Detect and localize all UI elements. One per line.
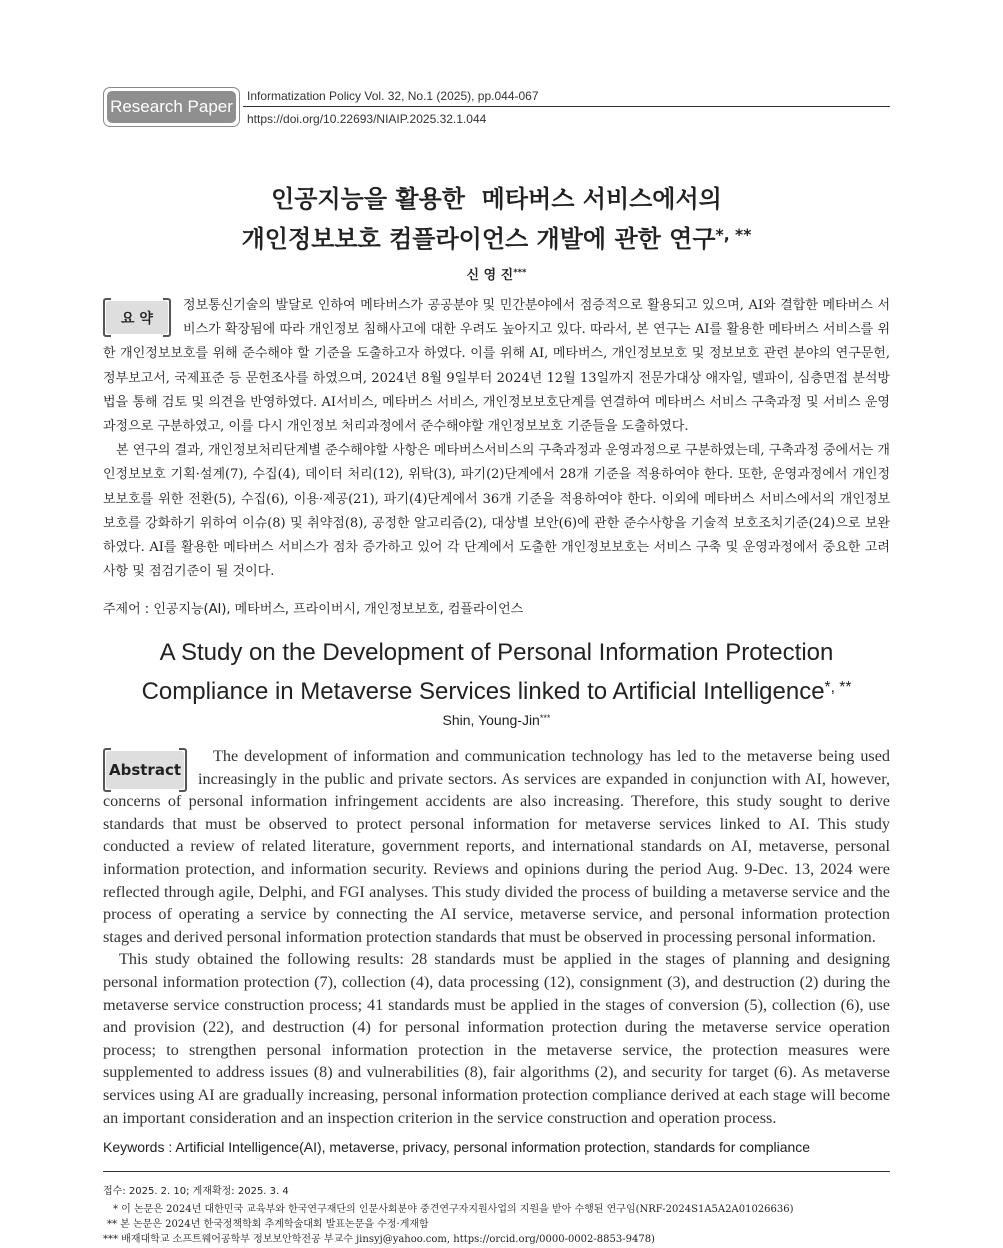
korean-abstract <box>103 294 890 584</box>
received-dates: 접수: 2025. 2. 10; 게재확정: 2025. 3. 4 <box>103 1186 289 1197</box>
footnote-conference: ** 본 논문은 2024년 한국정책학회 추계학술대회 발표논문을 수정·게재함 <box>107 1219 429 1230</box>
english-abstract-label: Abstract <box>106 751 184 789</box>
korean-author <box>103 264 890 283</box>
journal-citation: Informatization Policy Vol. 32, No.1 (2025), pp.044-067 <box>247 89 539 103</box>
korean-title <box>103 181 890 257</box>
english-title-footnote-marks: *, ** <box>824 679 852 696</box>
research-paper-badge <box>103 87 240 127</box>
footnote-author-affiliation: *** 배재대학교 소프트웨어공학부 정보보안학전공 부교수 jinsyj@yahoo.com, https://orcid.org/0000-0002-8853-9478) <box>103 1234 655 1245</box>
english-abstract <box>103 745 890 1129</box>
korean-keywords: 주제어 : 인공지능(AI), 메타버스, 프라이버시, 개인정보보호, 컴플라이언스 <box>103 602 524 617</box>
english-title <box>103 635 890 709</box>
english-author-footnote-marks: *** <box>539 712 551 723</box>
english-keywords: Keywords : Artificial Intelligence(AI), metaverse, privacy, personal information protection, standards for compliance <box>103 1139 811 1155</box>
korean-title-footnote-marks: *, ** <box>715 226 752 244</box>
korean-abstract-label: 요 약 <box>106 301 168 334</box>
english-title-line1: A Study on the Development of Personal Information Protection <box>159 639 834 666</box>
korean-author-name: 신 영 진 <box>466 268 514 283</box>
english-author-name: Shin, Young-Jin <box>442 712 540 728</box>
research-paper-label: Research Paper <box>107 91 236 123</box>
doi-link[interactable]: https://doi.org/10.22693/NIAIP.2025.32.1.044 <box>247 112 487 126</box>
korean-abstract-paragraph-1: 정보통신기술의 발달로 인하여 메타버스가 공공분야 및 민간분야에서 점증적으로 활용되고 있으며, AI와 결합한 메타버스 서비스가 확장됨에 따라 개인정보 침해사고에 대한 우려도 높아지고 있다. 따라서, 본 연구는 AI를 활용한 메타버스 서비스를 위한 개인정보보호를 위해 준수해야 할 기준을 도출하고자 하였다. 이를 위해 AI, 메타버스, 개인정보보호 및 정보보호 관련 분야의 연구문헌, 정부보고서, 국제표준 등 문헌조사를 하였으며, 2024년 8월 9일부터 2024년 12월 13일까지 전문가대상 애자일, 델파이, 심층면접 분석방법을 통해 검토 및 의견을 반영하였다. AI서비스, 메타버스 서비스, 개인정보보호단계를 연결하여 메타버스 서비스 구축과정 및 서비스 운영과정으로 구분하였고, 이를 다시 개인정보 처리과정에서 준수해야할 개인정보보호 기준들을 도출하였다. <box>103 298 890 435</box>
english-abstract-paragraph-2: This study obtained the following results: 28 standards must be applied in the stages of planning and designing personal information protection (7), collection (4), data processing (12), consignment (3), and destruction (2) during the metaverse service construction process; 41 standards must be applied in the stages of conversion (5), collection (6), use and provision (22), and destruction (4) for personal information protection during the metaverse service operation process; to strengthen personal information protection in the metaverse service, the protection measures were supplemented to address issues (8) and vulnerabilities (8), fair algorithms (2), and security for target (6). As metaverse services using AI are gradually increasing, personal information protection compliance derived at each stage will become an important consideration and an inspection criterion in the service construction and operation process. <box>103 950 890 1127</box>
header-divider <box>243 106 890 107</box>
korean-title-line2: 개인정보보호 컴플라이언스 개발에 관한 연구 <box>241 225 716 254</box>
english-title-line2: Compliance in Metaverse Services linked to Artificial Intelligence <box>141 678 825 706</box>
english-abstract-paragraph-1: The development of information and communication technology has led to the metaverse being used increasingly in the public and private sectors. As services are expanded in conjunction with AI, however, concerns of personal information infringement accidents are also increasing. Therefore, this study sought to derive standards that must be observed to protect personal information for metaverse services linked to AI. This study conducted a review of related literature, government reports, and international standards on AI, metaverse, personal information protection, and information security. Reviews and opinions during the period Aug. 9-Dec. 13, 2024 were reflected through agile, Delphi, and FGI analyses. This study divided the process of building a metaverse service and the process of operating a service by connecting the AI service, metaverse service, and personal information protection stages and derived personal information protection standards that must be observed in processing personal information. <box>103 747 890 946</box>
footnote-funding: * 이 논문은 2024년 대한민국 교육부와 한국연구재단의 인문사회분야 중견연구자지원사업의 지원을 받아 수행된 연구임(NRF-2024S1A5A2A01026636) <box>113 1204 794 1215</box>
korean-author-footnote-marks: *** <box>513 267 527 278</box>
footer-divider <box>103 1171 890 1172</box>
english-author <box>103 712 890 728</box>
korean-title-line1: 인공지능을 활용한 메타버스 서비스에서의 <box>271 185 722 213</box>
korean-abstract-paragraph-2: 본 연구의 결과, 개인정보처리단계별 준수해야할 사항은 메타버스서비스의 구축과정과 운영과정으로 구분하였는데, 구축과정 중에서는 개인정보보호 기획·설계(7), 수집(4), 데이터 처리(12), 위탁(3), 파기(2)단계에서 28개 기준을 적용하여야 한다. 또한, 운영과정에서 개인정보보호를 위한 전환(5), 수집(6), 이용·제공(21), 파기(4)단계에서 36개 기준을 적용하여야 한다. 이외에 메타버스 서비스에서의 개인정보보호를 강화하기 위하여 이슈(8) 및 취약점(8), 공정한 알고리즘(2), 대상별 보안(6)에 관한 준수사항을 기술적 보호조치기준(24)으로 보완하였다. AI를 활용한 메타버스 서비스가 점차 증가하고 있어 각 단계에서 도출한 개인정보보호는 서비스 구축 및 운영과정에서 중요한 고려사항 및 점검기준이 될 것이다. <box>103 443 890 580</box>
